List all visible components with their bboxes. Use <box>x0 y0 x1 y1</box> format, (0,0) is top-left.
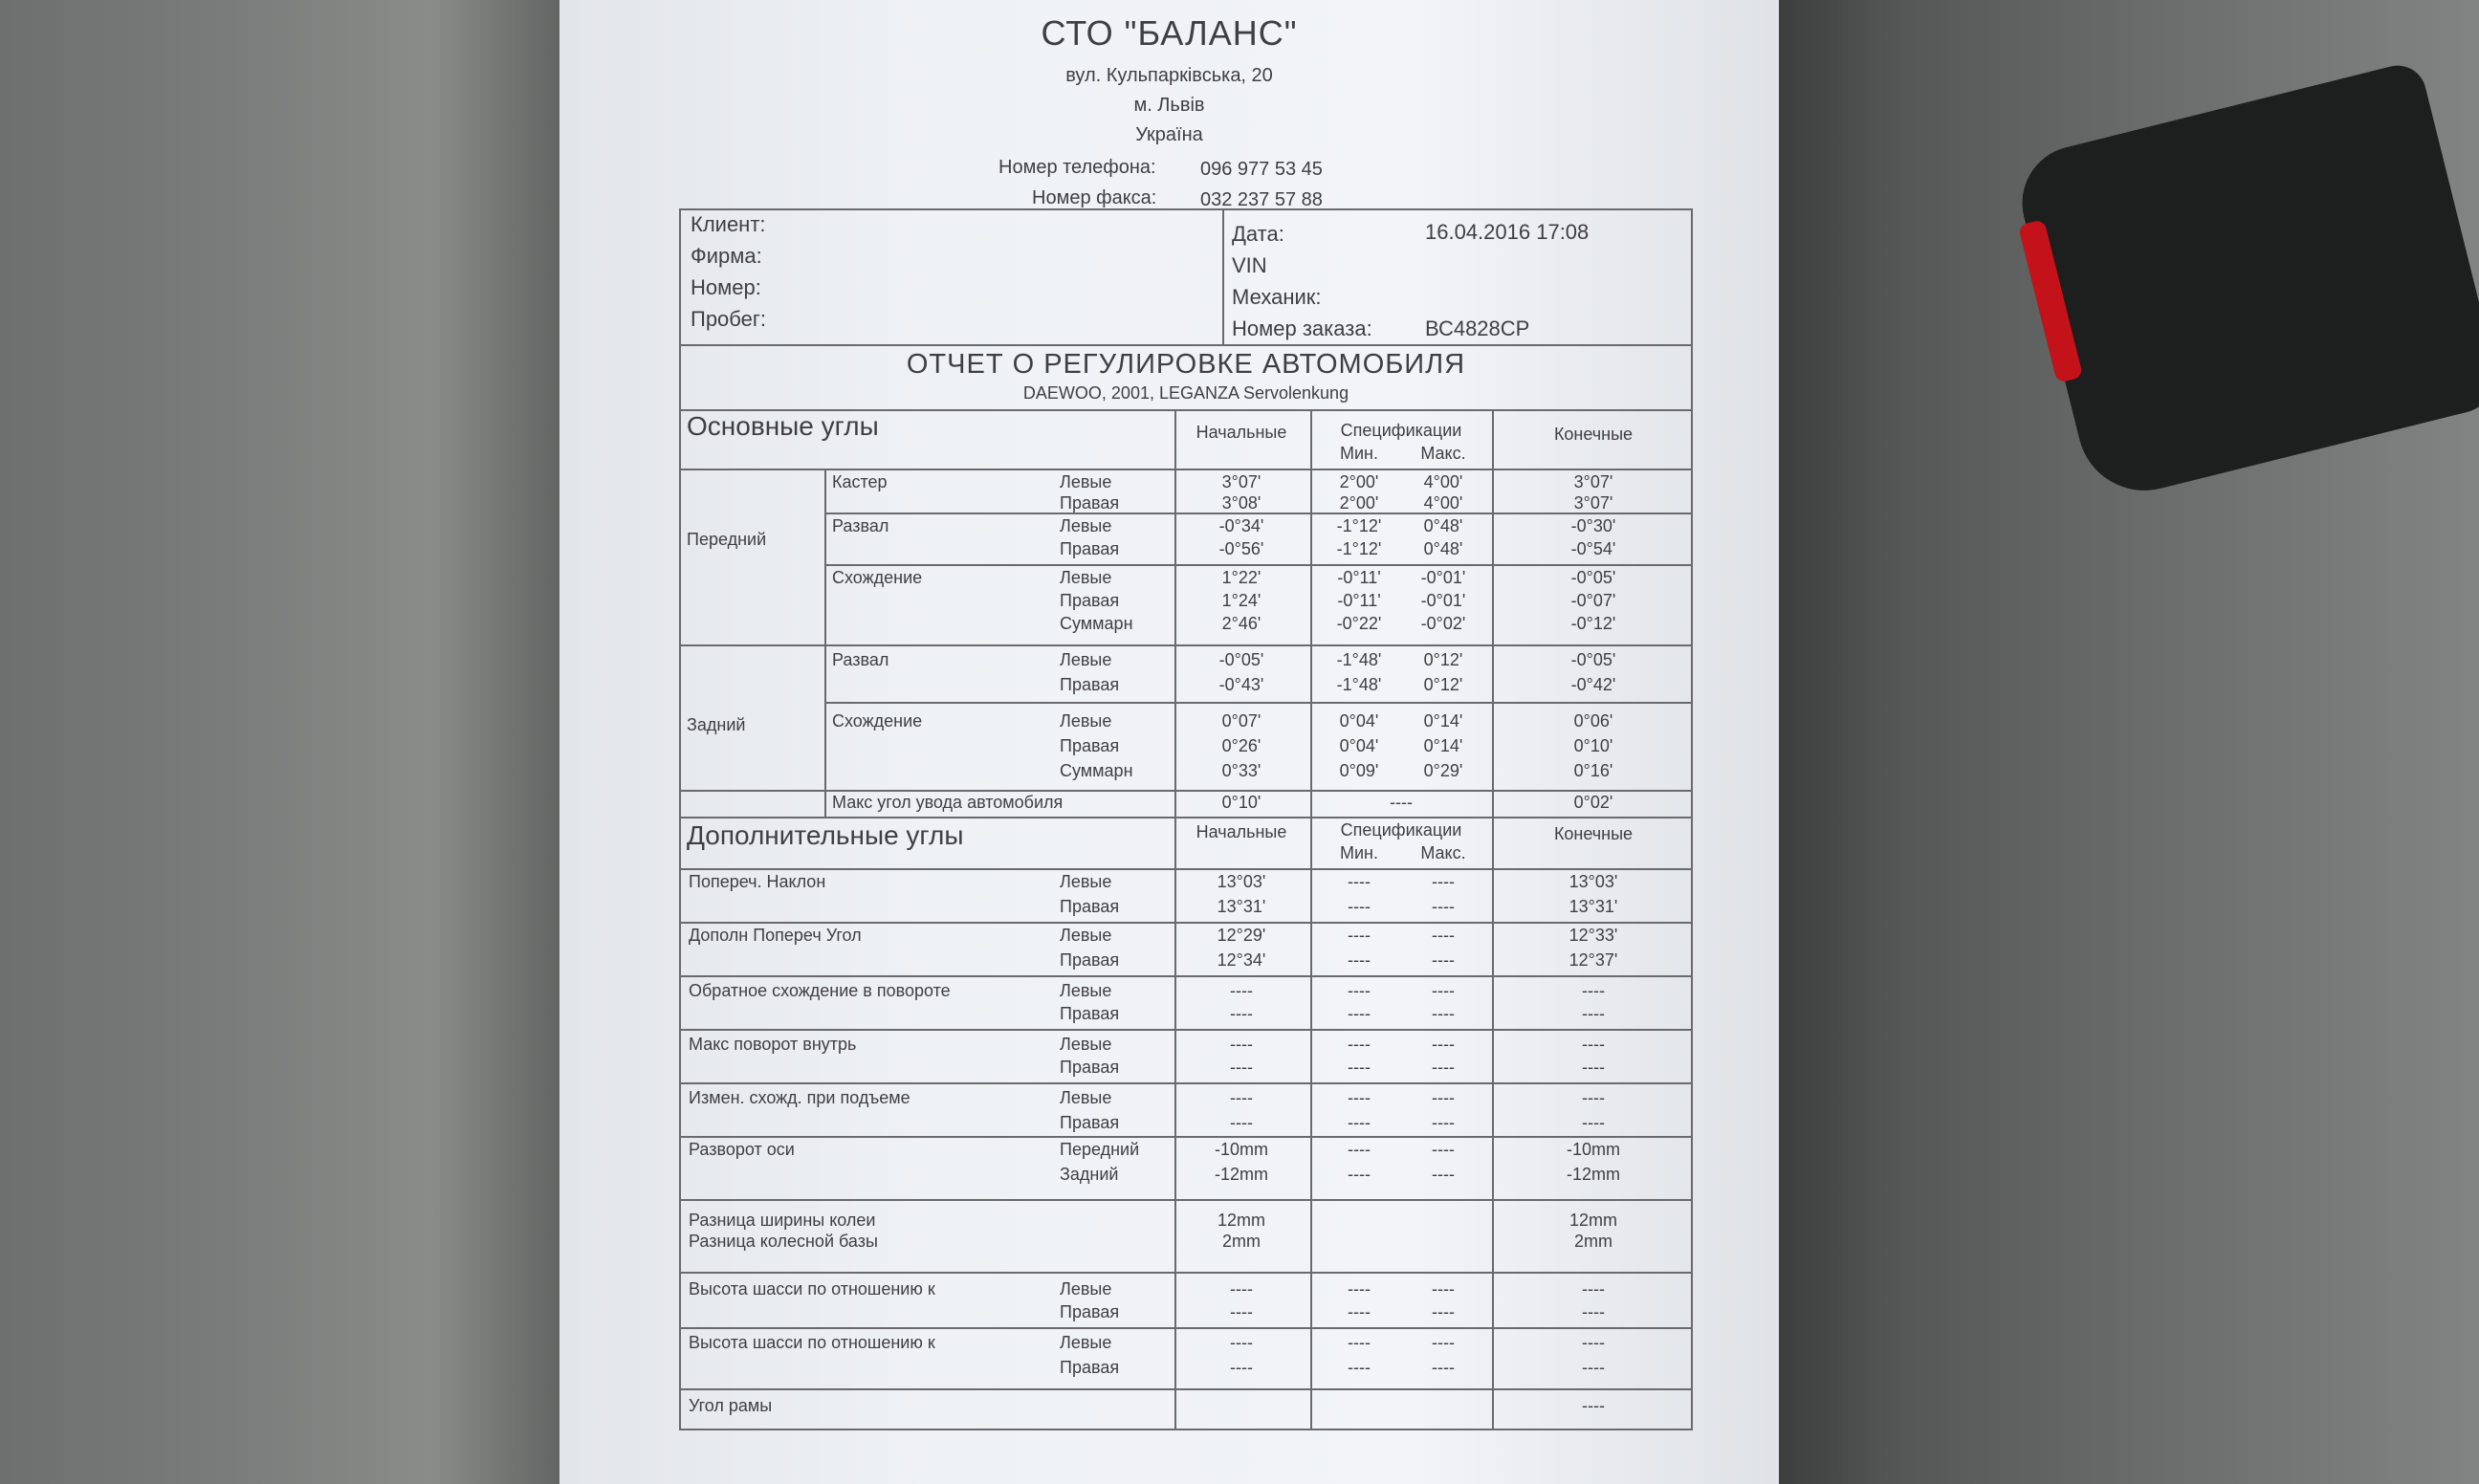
max-value: -0°01' <box>1420 591 1466 610</box>
min-value: -1°12' <box>1336 516 1382 535</box>
side-label: Левые <box>1060 472 1112 491</box>
initial-value: ---- <box>1230 1004 1253 1023</box>
param-label: Разворот оси <box>689 1140 795 1159</box>
param-label: Обратное схождение в повороте <box>689 981 951 1000</box>
company-header <box>559 13 1779 150</box>
min-value: ---- <box>1348 1113 1371 1132</box>
param-label: Измен. схожд. при подъеме <box>689 1088 910 1107</box>
min-value: ---- <box>1348 1088 1371 1107</box>
row-divider <box>824 513 1691 514</box>
final-value: 3°07' <box>1573 472 1613 491</box>
initial-value: 0°07' <box>1221 711 1261 731</box>
order-label: Номер заказа: <box>1232 316 1372 340</box>
final-value: ---- <box>1582 1358 1605 1377</box>
max-value: 0°48' <box>1423 516 1463 535</box>
thrust-label: Макс угол увода автомобиля <box>832 793 1064 812</box>
min-value: ---- <box>1348 1058 1371 1077</box>
company-name: СТО "БАЛАНС" <box>1041 13 1298 53</box>
min-value: ---- <box>1348 1165 1371 1184</box>
initial-value: 13°03' <box>1217 872 1266 891</box>
max-value: 0°29' <box>1423 761 1463 780</box>
date-value: 16.04.2016 17:08 <box>1425 220 1590 244</box>
final-value: ---- <box>1582 1333 1605 1352</box>
company-country: Україна <box>1135 124 1203 145</box>
side-label: Левые <box>1060 926 1112 945</box>
extra-body-divider <box>681 868 1691 870</box>
initial-value: 2mm <box>1222 1232 1261 1251</box>
side-label: Правая <box>1060 1113 1120 1132</box>
row-divider <box>681 922 1691 924</box>
min-value: ---- <box>1348 1035 1371 1054</box>
side-label: Правая <box>1060 1004 1120 1023</box>
final-value: 12°37' <box>1569 950 1618 970</box>
specs-column-line <box>1310 409 1312 1429</box>
side-label: Правая <box>1060 1302 1120 1321</box>
initial-value: ---- <box>1230 1035 1253 1054</box>
param-label: Разница ширины колеи <box>689 1211 876 1230</box>
min-value: ---- <box>1348 1302 1371 1321</box>
initial-value: ---- <box>1230 1333 1253 1352</box>
side-label: Передний <box>1060 1140 1140 1159</box>
initial-value: -0°43' <box>1218 675 1264 694</box>
param-label: Развал <box>832 516 889 535</box>
seat-left <box>0 0 574 1484</box>
param-label: Развал <box>832 650 889 669</box>
side-label: Левые <box>1060 711 1112 731</box>
rear-thrust-divider <box>681 790 1691 792</box>
final-value: -0°07' <box>1570 591 1616 610</box>
final-value: -0°54' <box>1570 539 1616 558</box>
max-value: ---- <box>1432 1165 1455 1184</box>
max-value: ---- <box>1432 1302 1455 1321</box>
initial-value: -0°05' <box>1218 650 1264 669</box>
side-label: Правая <box>1060 675 1120 694</box>
side-label: Правая <box>1060 591 1120 610</box>
max-value: 0°14' <box>1423 736 1463 755</box>
min-value: -1°12' <box>1336 539 1382 558</box>
max-value: ---- <box>1432 1113 1455 1132</box>
final-value: ---- <box>1582 1113 1605 1132</box>
max-value: ---- <box>1432 1004 1455 1023</box>
front-rear-divider <box>681 644 1691 646</box>
min-value: -0°22' <box>1336 614 1382 633</box>
row-divider <box>681 975 1691 977</box>
side-label: Левые <box>1060 1279 1112 1298</box>
param-label: Высота шасси по отношению к <box>689 1333 935 1352</box>
max-value: ---- <box>1432 897 1455 916</box>
extra-max-header: Макс. <box>1420 843 1466 862</box>
final-value: 0°16' <box>1573 761 1613 780</box>
final-value: ---- <box>1582 1302 1605 1321</box>
final-column-line <box>1492 409 1494 1429</box>
min-value: 2°00' <box>1339 472 1379 491</box>
side-label: Левые <box>1060 650 1112 669</box>
main-final-header: Конечные <box>1553 425 1634 444</box>
max-value: 0°48' <box>1423 539 1463 558</box>
side-label: Правая <box>1060 897 1120 916</box>
side-label: Задний <box>1060 1165 1119 1184</box>
min-value: ---- <box>1348 981 1371 1000</box>
group-rear: Задний <box>687 715 746 734</box>
phone-label: Номер телефона: <box>998 157 1156 178</box>
main-specs-header: Спецификации <box>1340 421 1462 440</box>
fax-value: 032 237 57 88 <box>1200 189 1323 210</box>
row-divider <box>681 1029 1691 1031</box>
side-label: Правая <box>1060 1358 1120 1377</box>
min-value: ---- <box>1348 1333 1371 1352</box>
vin-label: VIN <box>1232 253 1267 277</box>
row-divider <box>681 1388 1691 1390</box>
initial-value: 2°46' <box>1221 614 1261 633</box>
fax-label: Номер факса: <box>1032 187 1157 208</box>
extra-specs-header: Спецификации <box>1340 820 1462 840</box>
param-label: Угол рамы <box>689 1396 773 1415</box>
initial-value: -0°34' <box>1218 516 1264 535</box>
min-value: 0°04' <box>1339 736 1379 755</box>
min-value: ---- <box>1348 1279 1371 1298</box>
initial-value: 3°07' <box>1221 472 1261 491</box>
max-value: 0°12' <box>1423 650 1463 669</box>
row-divider <box>681 1272 1691 1274</box>
initial-value: 0°33' <box>1221 761 1261 780</box>
date-label: Дата: <box>1232 222 1284 246</box>
min-value: -0°11' <box>1337 568 1381 587</box>
min-value: ---- <box>1348 926 1371 945</box>
extra-min-header: Мин. <box>1340 843 1378 862</box>
initial-value: 12°29' <box>1217 926 1266 945</box>
mileage-label: Пробег: <box>691 307 767 331</box>
company-city: м. Львів <box>1133 95 1205 116</box>
final-value: ---- <box>1582 1058 1605 1077</box>
side-label: Правая <box>1060 950 1120 970</box>
max-value: -0°02' <box>1420 614 1466 633</box>
final-value: -10mm <box>1566 1140 1620 1159</box>
min-value: ---- <box>1348 872 1371 891</box>
max-value: 0°12' <box>1423 675 1463 694</box>
side-label: Левые <box>1060 1035 1112 1054</box>
final-value: ---- <box>1582 1004 1605 1023</box>
initial-value: ---- <box>1230 1358 1253 1377</box>
max-value: 0°14' <box>1423 711 1463 731</box>
max-value: 4°00' <box>1423 493 1463 513</box>
initial-value: -10mm <box>1214 1140 1268 1159</box>
max-value: ---- <box>1432 1088 1455 1107</box>
min-value: ---- <box>1348 1140 1371 1159</box>
param-label: Кастер <box>832 472 888 491</box>
group-front: Передний <box>687 530 767 549</box>
group-column-line <box>824 469 826 817</box>
side-label: Левые <box>1060 568 1112 587</box>
param-label: Макс поворот внутрь <box>689 1035 857 1054</box>
initial-value: ---- <box>1230 981 1253 1000</box>
side-label: Суммарн <box>1060 761 1133 780</box>
row-divider <box>681 1327 1691 1329</box>
final-value: 0°10' <box>1573 736 1613 755</box>
row-divider <box>681 1082 1691 1084</box>
initial-value: 0°26' <box>1221 736 1261 755</box>
side-label: Правая <box>1060 1058 1120 1077</box>
final-value: ---- <box>1582 1088 1605 1107</box>
initial-value: ---- <box>1230 1302 1253 1321</box>
min-value: -1°48' <box>1336 650 1382 669</box>
final-value: 12°33' <box>1569 926 1618 945</box>
side-label: Левые <box>1060 1088 1112 1107</box>
side-label: Суммарн <box>1060 614 1133 633</box>
side-label: Правая <box>1060 539 1120 558</box>
max-value: ---- <box>1432 1058 1455 1077</box>
initial-column-line <box>1174 409 1176 1429</box>
param-label: Разница колесной базы <box>689 1232 878 1251</box>
info-divider <box>1222 210 1224 344</box>
final-value: 3°07' <box>1573 493 1613 513</box>
final-value: -0°12' <box>1570 614 1616 633</box>
min-value: ---- <box>1348 1004 1371 1023</box>
final-value: 12mm <box>1569 1211 1617 1230</box>
final-value: ---- <box>1582 981 1605 1000</box>
param-label: Схождение <box>832 711 923 731</box>
param-label: Высота шасси по отношению к <box>689 1279 935 1298</box>
max-value: ---- <box>1432 1358 1455 1377</box>
max-value: ---- <box>1432 1279 1455 1298</box>
extra-header-divider <box>681 817 1691 818</box>
main-max-header: Макс. <box>1420 444 1466 463</box>
thrust-final: 0°02' <box>1573 793 1613 812</box>
min-value: ---- <box>1348 950 1371 970</box>
main-initial-header: Начальные <box>1196 423 1287 442</box>
row-divider <box>824 702 1691 704</box>
initial-value: ---- <box>1230 1088 1253 1107</box>
final-value: 2mm <box>1574 1232 1612 1251</box>
final-value: -0°05' <box>1570 568 1616 587</box>
initial-value: -12mm <box>1214 1165 1268 1184</box>
extra-initial-header: Начальные <box>1196 822 1287 841</box>
min-value: 0°04' <box>1339 711 1379 731</box>
row-divider <box>681 1136 1691 1138</box>
side-label: Левые <box>1060 981 1112 1000</box>
max-value: ---- <box>1432 1333 1455 1352</box>
param-label: Попереч. Наклон <box>689 872 826 891</box>
report-subtitle: DAEWOO, 2001, LEGANZA Servolenkung <box>1022 383 1349 403</box>
initial-value: 3°08' <box>1221 493 1261 513</box>
thrust-spec: ---- <box>1390 793 1413 812</box>
min-value: ---- <box>1348 897 1371 916</box>
company-street: вул. Кульпарківська, 20 <box>1065 65 1273 86</box>
initial-value: 12°34' <box>1217 950 1266 970</box>
initial-value: -0°56' <box>1218 539 1264 558</box>
max-value: ---- <box>1432 1035 1455 1054</box>
min-value: 0°09' <box>1339 761 1379 780</box>
initial-value: 1°22' <box>1221 568 1261 587</box>
max-value: ---- <box>1432 981 1455 1000</box>
final-value: 13°31' <box>1569 897 1618 916</box>
max-value: ---- <box>1432 872 1455 891</box>
final-value: -12mm <box>1566 1165 1620 1184</box>
initial-value: ---- <box>1230 1058 1253 1077</box>
min-value: -1°48' <box>1336 675 1382 694</box>
number-label: Номер: <box>691 275 761 299</box>
side-label: Левые <box>1060 516 1112 535</box>
main-min-header: Мин. <box>1340 444 1378 463</box>
extra-final-header: Конечные <box>1553 824 1634 843</box>
initial-value: 13°31' <box>1217 897 1266 916</box>
order-value: ВС4828СР <box>1425 316 1530 340</box>
row-divider <box>824 564 1691 566</box>
min-value: 2°00' <box>1339 493 1379 513</box>
row-divider <box>681 1199 1691 1201</box>
max-value: ---- <box>1432 950 1455 970</box>
report-table <box>679 208 1693 1430</box>
printed-report <box>559 0 1779 1484</box>
phone-value: 096 977 53 45 <box>1200 159 1323 180</box>
report-title: ОТЧЕТ О РЕГУЛИРОВКЕ АВТОМОБИЛЯ <box>906 349 1466 380</box>
thrust-initial: 0°10' <box>1221 793 1261 812</box>
initial-value: ---- <box>1230 1279 1253 1298</box>
initial-value: 1°24' <box>1221 591 1261 610</box>
initial-value: ---- <box>1230 1113 1253 1132</box>
final-value: ---- <box>1582 1279 1605 1298</box>
client-label: Клиент: <box>691 212 766 236</box>
final-value: 0°06' <box>1573 711 1613 731</box>
mechanic-label: Механик: <box>1232 285 1322 309</box>
param-label: Дополн Попереч Угол <box>689 926 862 945</box>
final-value: ---- <box>1582 1035 1605 1054</box>
final-value: -0°05' <box>1570 650 1616 669</box>
final-value: ---- <box>1582 1396 1605 1415</box>
side-label: Правая <box>1060 736 1120 755</box>
min-value: ---- <box>1348 1358 1371 1377</box>
firm-label: Фирма: <box>691 244 762 268</box>
max-value: -0°01' <box>1420 568 1466 587</box>
main-body-divider <box>681 469 1691 470</box>
side-label: Правая <box>1060 493 1120 513</box>
extra-angles-heading: Дополнительные углы <box>687 820 964 850</box>
side-label: Левые <box>1060 872 1112 891</box>
final-value: 13°03' <box>1569 872 1618 891</box>
final-value: -0°30' <box>1570 516 1616 535</box>
max-value: 4°00' <box>1423 472 1463 491</box>
title-divider <box>681 344 1691 346</box>
min-value: -0°11' <box>1337 591 1381 610</box>
max-value: ---- <box>1432 926 1455 945</box>
param-label: Схождение <box>832 568 923 587</box>
max-value: ---- <box>1432 1140 1455 1159</box>
initial-value: 12mm <box>1217 1211 1265 1230</box>
side-label: Левые <box>1060 1333 1112 1352</box>
final-value: -0°42' <box>1570 675 1616 694</box>
main-angles-heading: Основные углы <box>687 411 879 441</box>
